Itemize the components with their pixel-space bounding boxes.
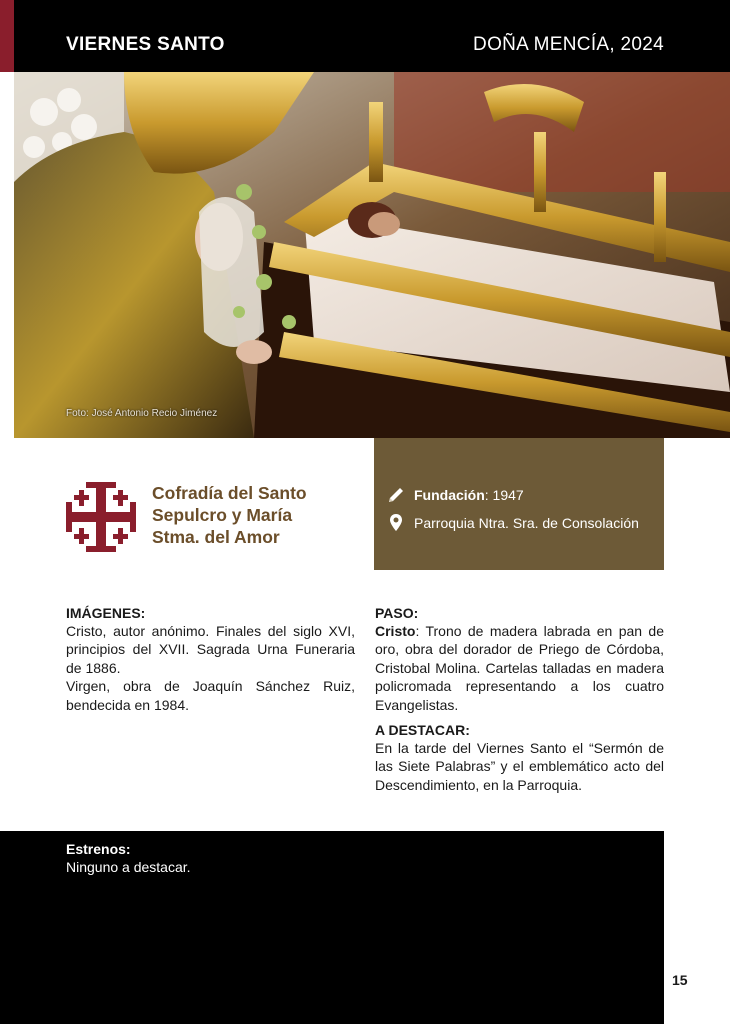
brotherhood-name-line3: Stma. del Amor: [152, 527, 280, 547]
brotherhood-name-line1: Cofradía del Santo: [152, 483, 307, 503]
cristo-text: : Trono de madera labrada en pan de oro, obra del dorador de Priego de Córdoba, Cristobal Molina. Cartelas talladas en madera policromada representando a los cuatro Evangelistas.: [375, 623, 664, 713]
foundation-label: Fundación: [414, 487, 485, 503]
imagenes-para2: Virgen, obra de Joaquín Sánchez Ruiz, bendecida en 1984.: [66, 678, 355, 713]
pencil-icon: [386, 485, 406, 505]
parish-row: [386, 513, 639, 533]
jerusalem-cross-emblem-icon: [64, 480, 138, 554]
destacar-heading: A DESTACAR:: [375, 722, 470, 739]
paso-text: [375, 622, 664, 714]
imagenes-para1: Cristo, autor anónimo. Finales del siglo XVI, principios del XVII. Sagrada Urna Funeraria de 1886.: [66, 623, 355, 676]
section-title: VIERNES SANTO: [66, 34, 225, 55]
estrenos-label: Estrenos:: [66, 841, 131, 857]
paso-heading: PASO:: [375, 605, 419, 621]
imagenes-section: [66, 604, 355, 714]
brotherhood-name-line2: Sepulcro y María: [152, 505, 293, 525]
photo-credit: Foto: José Antonio Recio Jiménez: [66, 408, 218, 419]
location-pin-icon: [386, 513, 406, 533]
page-number: 15: [672, 972, 688, 988]
foundation-row: [386, 485, 524, 505]
header-accent-bar: [0, 0, 14, 72]
foundation-value: : 1947: [484, 487, 524, 503]
estrenos-text: Ninguno a destacar.: [66, 859, 191, 875]
procession-photo: [14, 72, 730, 438]
estrenos-section: [0, 831, 664, 1024]
destacar-text: En la tarde del Viernes Santo el “Sermón de las Siete Palabras” y el emblemático acto del Descendimiento, en la Parroquia.: [375, 740, 664, 793]
parish-name: Parroquia Ntra. Sra. de Consolación: [414, 515, 639, 531]
info-box: [374, 438, 664, 570]
cristo-label: Cristo: [375, 623, 416, 639]
imagenes-heading: IMÁGENES:: [66, 605, 146, 621]
page-header: [0, 0, 730, 72]
place-year: DOÑA MENCÍA, 2024: [473, 34, 664, 55]
brotherhood-name: [152, 482, 362, 548]
paso-section: [375, 604, 664, 794]
